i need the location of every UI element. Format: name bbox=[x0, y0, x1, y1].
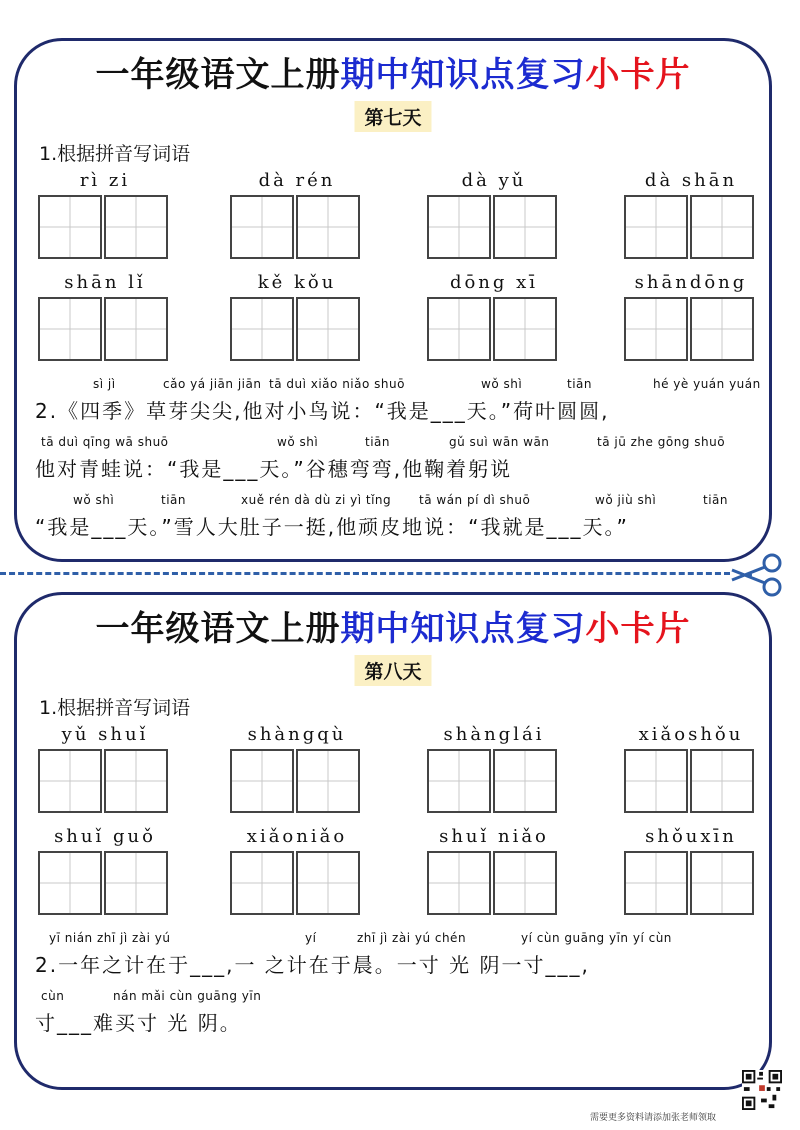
writing-box[interactable] bbox=[230, 297, 294, 361]
title-part-red: 小卡片 bbox=[585, 609, 691, 649]
pinyin-annotation: cǎo yá jiān jiān bbox=[163, 377, 262, 391]
pinyin-label: dà rén bbox=[258, 170, 336, 191]
pinyin-annotation: zhī jì zài yú chén bbox=[357, 931, 467, 945]
pinyin-annotation-row bbox=[35, 493, 751, 511]
writing-box[interactable] bbox=[104, 297, 168, 361]
pinyin-label: shǒuxīn bbox=[645, 826, 737, 847]
word-cell bbox=[621, 269, 761, 361]
pinyin-annotation: tā duì xiǎo niǎo shuō bbox=[269, 377, 405, 391]
pinyin-label: xiǎoshǒu bbox=[638, 724, 744, 745]
word-cell bbox=[621, 721, 761, 813]
footer-note: 需要更多资料请添加张老师领取 bbox=[590, 1113, 717, 1123]
writing-box[interactable] bbox=[624, 297, 688, 361]
passage-line bbox=[35, 493, 751, 551]
pinyin-label: shànglái bbox=[443, 724, 545, 745]
writing-box[interactable] bbox=[690, 195, 754, 259]
pinyin-annotation: tiān bbox=[365, 435, 390, 449]
passage-text: 2.一年之计在于___,一 之计在于晨。一寸 光 阴一寸___, bbox=[35, 953, 590, 977]
writing-box[interactable] bbox=[690, 749, 754, 813]
day-badge: 第七天 bbox=[354, 101, 431, 132]
pinyin-label: kě kǒu bbox=[257, 272, 337, 293]
writing-box[interactable] bbox=[493, 851, 557, 915]
pinyin-annotation: gǔ suì wān wān bbox=[449, 435, 550, 449]
writing-box[interactable] bbox=[296, 749, 360, 813]
qr-code-icon bbox=[742, 1070, 782, 1110]
card-title bbox=[17, 601, 769, 650]
writing-box[interactable] bbox=[427, 297, 491, 361]
word-cell bbox=[227, 721, 367, 813]
passage-line bbox=[35, 435, 751, 493]
pinyin-label: shàngqù bbox=[247, 724, 347, 745]
passage-line bbox=[35, 931, 751, 989]
pinyin-annotation: yī nián zhī jì zài yú bbox=[49, 931, 171, 945]
pinyin-annotation-row bbox=[35, 377, 761, 395]
writing-box[interactable] bbox=[624, 851, 688, 915]
writing-box[interactable] bbox=[624, 749, 688, 813]
scissors-icon bbox=[728, 552, 788, 598]
pinyin-annotation-row bbox=[35, 931, 751, 949]
pinyin-annotation: tiān bbox=[161, 493, 186, 507]
title-part-red: 小卡片 bbox=[585, 55, 691, 95]
word-cell bbox=[424, 167, 564, 259]
passage-text: 2.《四季》草芽尖尖,他对小鸟说：“我是___天。”荷叶圆圆, bbox=[35, 399, 610, 423]
writing-box[interactable] bbox=[230, 851, 294, 915]
writing-box[interactable] bbox=[38, 851, 102, 915]
word-cell bbox=[35, 823, 175, 915]
title-part-blue: 期中知识点复习 bbox=[340, 609, 586, 649]
word-cell bbox=[424, 721, 564, 813]
pinyin-label: shuǐ guǒ bbox=[54, 826, 156, 847]
writing-box[interactable] bbox=[104, 851, 168, 915]
pinyin-label: shān lǐ bbox=[64, 272, 146, 293]
cut-line-divider bbox=[0, 572, 730, 575]
word-cell bbox=[424, 823, 564, 915]
pinyin-label: shuǐ niǎo bbox=[439, 826, 549, 847]
writing-box[interactable] bbox=[493, 297, 557, 361]
passage-line bbox=[35, 989, 751, 1047]
pinyin-label: dōng xī bbox=[449, 272, 539, 293]
word-cell bbox=[35, 269, 175, 361]
fill-in-passage bbox=[35, 931, 751, 1047]
passage-text: “我是___天。”雪人大肚子一挺,他顽皮地说：“我就是___天。” bbox=[35, 515, 629, 539]
writing-box[interactable] bbox=[690, 297, 754, 361]
pinyin-annotation: wǒ jiù shì bbox=[595, 493, 657, 507]
pinyin-label: rì zi bbox=[79, 170, 131, 191]
pinyin-annotation: tiān bbox=[703, 493, 728, 507]
writing-box[interactable] bbox=[493, 749, 557, 813]
pinyin-label: shāndōng bbox=[634, 272, 748, 293]
writing-box[interactable] bbox=[104, 749, 168, 813]
word-cell bbox=[621, 823, 761, 915]
pinyin-annotation: yí cùn guāng yīn yí cùn bbox=[521, 931, 672, 945]
writing-box[interactable] bbox=[493, 195, 557, 259]
pinyin-annotation: cùn bbox=[41, 989, 65, 1003]
writing-box[interactable] bbox=[230, 195, 294, 259]
pinyin-annotation: hé yè yuán yuán bbox=[653, 377, 761, 391]
title-part-black: 一年级语文上册 bbox=[95, 55, 341, 95]
title-part-blue: 期中知识点复习 bbox=[340, 55, 586, 95]
pinyin-label: yǔ shuǐ bbox=[61, 724, 149, 745]
word-cell bbox=[227, 823, 367, 915]
review-card-day8 bbox=[14, 592, 772, 1090]
title-part-black: 一年级语文上册 bbox=[95, 609, 341, 649]
writing-box[interactable] bbox=[38, 297, 102, 361]
writing-box[interactable] bbox=[624, 195, 688, 259]
pinyin-annotation-row bbox=[35, 989, 751, 1007]
writing-box[interactable] bbox=[104, 195, 168, 259]
word-cell bbox=[35, 167, 175, 259]
word-cell bbox=[621, 167, 761, 259]
pinyin-annotation: nán mǎi cùn guāng yīn bbox=[113, 989, 262, 1003]
word-cell bbox=[35, 721, 175, 813]
writing-box[interactable] bbox=[427, 851, 491, 915]
pinyin-label: xiǎoniǎo bbox=[246, 826, 348, 847]
question-heading: 1.根据拼音写词语 bbox=[39, 143, 191, 165]
word-cell bbox=[227, 167, 367, 259]
writing-box[interactable] bbox=[427, 749, 491, 813]
word-cell bbox=[424, 269, 564, 361]
pinyin-annotation: wǒ shì bbox=[277, 435, 319, 449]
day-badge: 第八天 bbox=[354, 655, 431, 686]
fill-in-passage bbox=[35, 377, 761, 551]
pinyin-annotation: wǒ shì bbox=[73, 493, 115, 507]
pinyin-annotation-row bbox=[35, 435, 751, 453]
card-title bbox=[17, 47, 769, 96]
pinyin-annotation: sì jì bbox=[93, 377, 116, 391]
pinyin-annotation: xuě rén dà dù zi yì tǐng bbox=[241, 493, 392, 507]
pinyin-annotation: wǒ shì bbox=[481, 377, 523, 391]
review-card-day7 bbox=[14, 38, 772, 562]
writing-box[interactable] bbox=[296, 297, 360, 361]
writing-box[interactable] bbox=[296, 851, 360, 915]
passage-line bbox=[35, 377, 761, 435]
writing-box[interactable] bbox=[230, 749, 294, 813]
writing-box[interactable] bbox=[296, 195, 360, 259]
writing-box[interactable] bbox=[38, 195, 102, 259]
pinyin-annotation: tiān bbox=[567, 377, 592, 391]
word-cell bbox=[227, 269, 367, 361]
pinyin-annotation: tā wán pí dì shuō bbox=[419, 493, 531, 507]
question-heading: 1.根据拼音写词语 bbox=[39, 697, 191, 719]
pinyin-annotation: tā duì qīng wā shuō bbox=[41, 435, 169, 449]
writing-box[interactable] bbox=[38, 749, 102, 813]
pinyin-annotation: yí bbox=[305, 931, 317, 945]
pinyin-label: dà yǔ bbox=[461, 170, 527, 191]
writing-box[interactable] bbox=[690, 851, 754, 915]
pinyin-label: dà shān bbox=[644, 170, 738, 191]
passage-text: 寸___难买寸 光 阴。 bbox=[35, 1011, 242, 1035]
passage-text: 他对青蛙说：“我是___天。”谷穗弯弯,他鞠着躬说 bbox=[35, 457, 513, 481]
pinyin-annotation: tā jū zhe gōng shuō bbox=[597, 435, 726, 449]
writing-box[interactable] bbox=[427, 195, 491, 259]
